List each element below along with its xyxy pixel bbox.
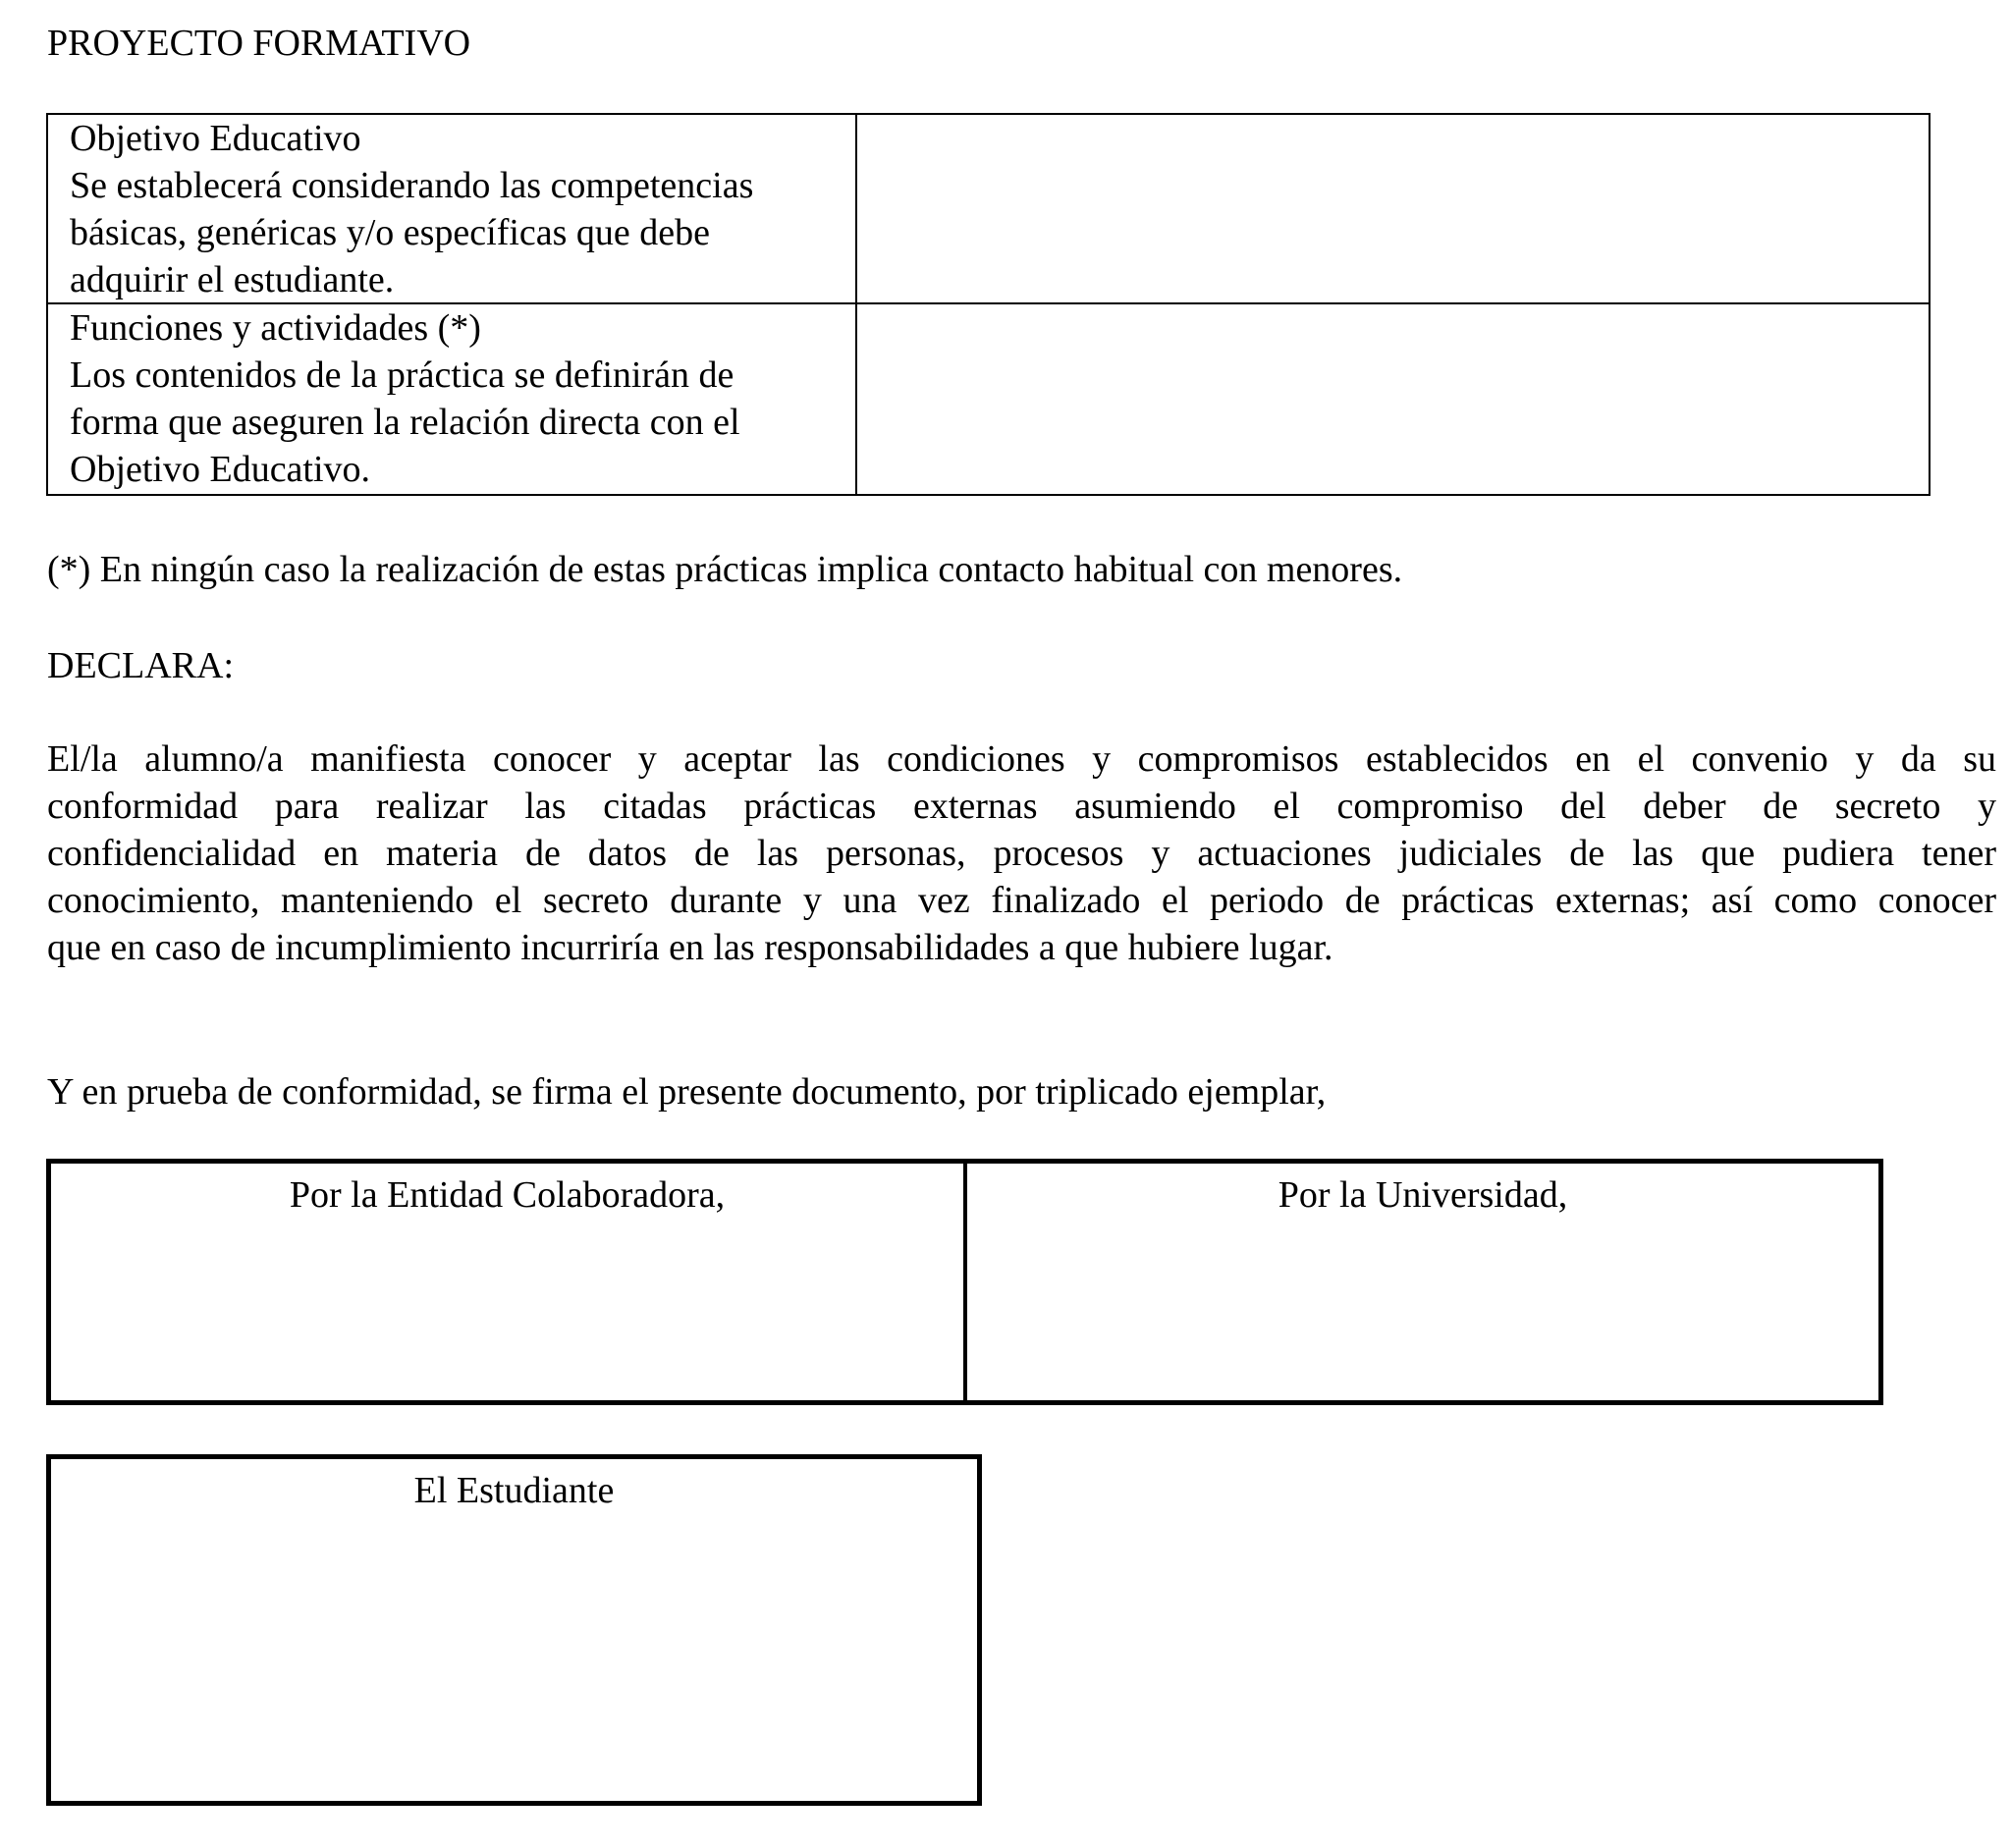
row-heading: Objetivo Educativo — [70, 118, 361, 159]
signature-label-universidad: Por la Universidad, — [1278, 1174, 1568, 1216]
row-description-line: forma que aseguren la relación directa con el — [70, 402, 740, 443]
signature-label-estudiante: El Estudiante — [413, 1470, 615, 1511]
row-description-line: Objetivo Educativo. — [70, 449, 371, 490]
declara-heading: DECLARA: — [47, 645, 234, 686]
page-title: PROYECTO FORMATIVO — [47, 23, 471, 64]
row-description-line: Los contenidos de la práctica se definirán de — [70, 354, 734, 396]
project-row-label — [48, 115, 857, 302]
paragraph-line: que en caso de incumplimiento incurriría en las responsabilidades a que hubiere lugar. — [47, 927, 1333, 968]
row-heading: Funciones y actividades (*) — [70, 307, 481, 349]
row-description-line: básicas, genéricas y/o específicas que debe — [70, 212, 711, 253]
project-table — [46, 113, 1930, 496]
project-row-objetivo — [48, 115, 1929, 304]
footnote: (*) En ningún caso la realización de estas prácticas implica contacto habitual con menores. — [47, 549, 1403, 590]
signature-table — [46, 1159, 1883, 1405]
row-description-line: adquirir el estudiante. — [70, 259, 395, 300]
signature-box-entidad[interactable] — [51, 1164, 967, 1400]
row-description-line: Se establecerá considerando las competencias — [70, 165, 754, 206]
paragraph-line: El/la alumno/a manifiesta conocer y aceptar las condiciones y compromisos establecidos en el convenio y da su — [47, 738, 1996, 780]
signature-box-estudiante[interactable] — [46, 1454, 982, 1806]
conformidad-statement: Y en prueba de conformidad, se firma el presente documento, por triplicado ejemplar, — [47, 1071, 1327, 1113]
paragraph-line: confidencialidad en materia de datos de las personas, procesos y actuaciones judiciales de las que pudiera tener — [47, 833, 1996, 874]
paragraph-line: conformidad para realizar las citadas prácticas externas asumiendo el compromiso del deber de secreto y — [47, 786, 1996, 827]
paragraph-line: conocimiento, manteniendo el secreto durante y una vez finalizado el periodo de prácticas externas; así como conocer — [47, 880, 1996, 921]
objetivo-value-cell[interactable] — [857, 115, 1929, 302]
declara-paragraph — [47, 735, 1996, 971]
project-row-label — [48, 304, 857, 494]
funciones-value-cell[interactable] — [857, 304, 1929, 494]
signature-label-entidad: Por la Entidad Colaboradora, — [289, 1174, 726, 1216]
signature-box-universidad[interactable] — [967, 1164, 1878, 1400]
project-row-funciones — [48, 304, 1929, 494]
